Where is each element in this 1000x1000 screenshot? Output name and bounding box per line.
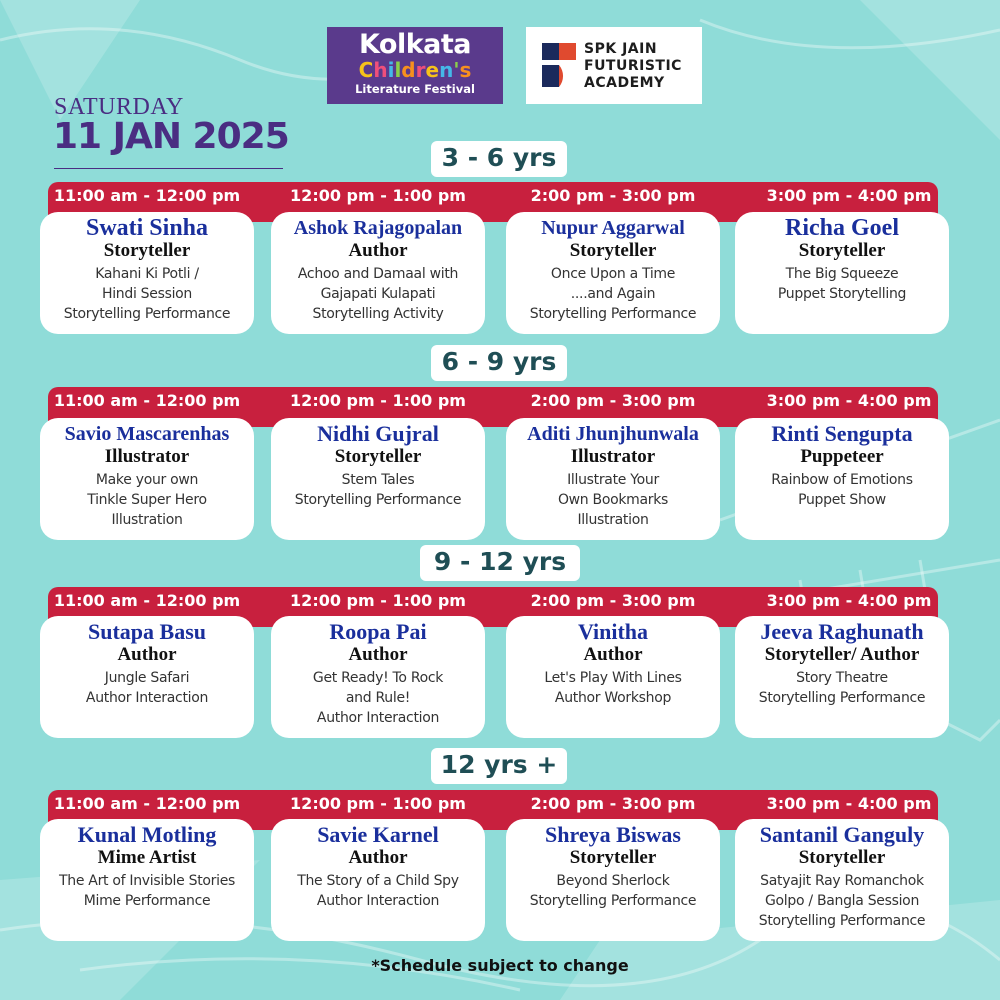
date-label: 11 JAN 2025	[53, 116, 289, 157]
speaker-name: Santanil Ganguly	[759, 822, 925, 847]
speaker-role: Illustrator	[570, 446, 656, 467]
klf-logo	[327, 27, 503, 104]
time-slot: 11:00 am - 12:00 pm	[53, 186, 241, 205]
speaker-role: Author	[348, 240, 408, 261]
session-card	[735, 819, 949, 941]
speaker-role: Storyteller	[103, 240, 191, 261]
session-card	[40, 819, 254, 941]
speaker-role: Storyteller	[334, 446, 422, 467]
session-description: Jungle Safari Author Interaction	[85, 670, 209, 706]
spk-logo-line1: SPK JAIN	[584, 41, 658, 57]
speaker-name: Ashok Rajagopalan	[293, 217, 463, 239]
session-description: Make your own Tinkle Super Hero Illustration	[87, 472, 207, 528]
speaker-role: Puppeteer	[800, 446, 884, 467]
session-description: The Big Squeeze Puppet Storytelling	[777, 266, 907, 302]
session-card	[735, 418, 949, 540]
time-slot: 3:00 pm - 4:00 pm	[766, 591, 932, 610]
time-slot: 12:00 pm - 1:00 pm	[290, 186, 466, 205]
speaker-role: Author	[117, 644, 177, 665]
speaker-name: Nupur Aggarwal	[541, 217, 685, 239]
session-card	[506, 616, 720, 738]
session-description: Achoo and Damaal with Gajapati Kulapati Storytelling Activity	[297, 266, 459, 322]
spk-logo-line3: ACADEMY	[584, 75, 665, 91]
session-description: Beyond Sherlock Storytelling Performance	[529, 873, 697, 909]
session-description: Rainbow of Emotions Puppet Show	[771, 472, 913, 508]
speaker-role: Storyteller	[569, 240, 657, 261]
speaker-name: Vinitha	[577, 619, 649, 644]
time-slot: 2:00 pm - 3:00 pm	[530, 794, 696, 813]
spk-logo-text	[584, 41, 682, 92]
session-description: Let's Play With Lines Author Workshop	[544, 670, 682, 706]
session-card	[271, 212, 485, 334]
age-pill: 3 - 6 yrs	[431, 141, 567, 177]
session-description: Stem Tales Storytelling Performance	[294, 472, 462, 508]
speaker-role: Storyteller	[798, 240, 886, 261]
day-label: SATURDAY	[54, 94, 184, 120]
spk-jain-logo	[526, 27, 702, 104]
speaker-name: Savio Mascarenhas	[64, 423, 230, 445]
time-slot: 11:00 am - 12:00 pm	[53, 391, 241, 410]
speaker-role: Author	[348, 644, 408, 665]
speaker-name: Aditi Jhunjhunwala	[527, 423, 699, 445]
time-slot: 2:00 pm - 3:00 pm	[530, 591, 696, 610]
speaker-name: Richa Goel	[785, 215, 899, 241]
time-slot: 11:00 am - 12:00 pm	[53, 591, 241, 610]
klf-logo-line1: Kolkata	[358, 29, 472, 60]
age-pill: 12 yrs +	[431, 748, 567, 784]
time-slot: 3:00 pm - 4:00 pm	[766, 391, 932, 410]
session-card	[506, 212, 720, 334]
time-slot: 3:00 pm - 4:00 pm	[766, 794, 932, 813]
session-card	[271, 616, 485, 738]
spk-logo-line2: FUTURISTIC	[584, 58, 682, 74]
footnote: *Schedule subject to change	[371, 956, 629, 975]
session-card	[735, 212, 949, 334]
age-pill: 9 - 12 yrs	[420, 545, 580, 581]
session-card	[506, 418, 720, 540]
time-slot: 12:00 pm - 1:00 pm	[290, 591, 466, 610]
speaker-name: Jeeva Raghunath	[760, 619, 924, 644]
session-card	[40, 418, 254, 540]
time-slot: 12:00 pm - 1:00 pm	[290, 794, 466, 813]
klf-logo-line3: Literature Festival	[355, 82, 475, 96]
speaker-name: Swati Sinha	[85, 215, 209, 241]
speaker-name: Nidhi Gujral	[317, 421, 439, 446]
time-slot: 3:00 pm - 4:00 pm	[766, 186, 932, 205]
time-slot: 12:00 pm - 1:00 pm	[290, 391, 466, 410]
speaker-role: Storyteller	[569, 847, 657, 868]
speaker-role: Author	[348, 847, 408, 868]
speaker-role: Storyteller	[798, 847, 886, 868]
session-card	[40, 212, 254, 334]
session-card	[506, 819, 720, 941]
speaker-role: Author	[583, 644, 643, 665]
speaker-name: Roopa Pai	[329, 619, 427, 644]
session-description: Once Upon a Time ....and Again Storytelling Performance	[529, 266, 697, 322]
session-card	[735, 616, 949, 738]
session-description: Kahani Ki Potli / Hindi Session Storytelling Performance	[63, 266, 231, 322]
time-slot: 11:00 am - 12:00 pm	[53, 794, 241, 813]
session-card	[40, 616, 254, 738]
spk-emblem-icon	[542, 43, 576, 87]
session-description: Illustrate Your Own Bookmarks Illustration	[557, 472, 669, 528]
speaker-name: Shreya Biswas	[545, 822, 681, 847]
age-pill: 6 - 9 yrs	[431, 345, 567, 381]
session-description: The Art of Invisible Stories Mime Performance	[59, 873, 235, 909]
klf-logo-colored-text: Children's	[358, 58, 472, 82]
speaker-name: Kunal Motling	[77, 822, 217, 847]
speaker-name: Savie Karnel	[317, 822, 439, 847]
klf-logo-line2	[327, 59, 503, 81]
session-description: Satyajit Ray Romanchok Golpo / Bangla Session Storytelling Performance	[758, 873, 926, 929]
session-card	[271, 819, 485, 941]
session-description: Get Ready! To Rock and Rule! Author Interaction	[312, 670, 444, 726]
speaker-role: Storyteller/ Author	[764, 644, 920, 665]
speaker-name: Sutapa Basu	[87, 619, 206, 644]
speaker-name: Rinti Sengupta	[771, 421, 913, 446]
session-description: The Story of a Child Spy Author Interaction	[297, 873, 459, 909]
date-underline	[54, 168, 283, 169]
session-card	[271, 418, 485, 540]
time-slot: 2:00 pm - 3:00 pm	[530, 186, 696, 205]
time-slot: 2:00 pm - 3:00 pm	[530, 391, 696, 410]
session-description: Story Theatre Storytelling Performance	[758, 670, 926, 706]
speaker-role: Mime Artist	[97, 847, 197, 868]
speaker-role: Illustrator	[104, 446, 190, 467]
